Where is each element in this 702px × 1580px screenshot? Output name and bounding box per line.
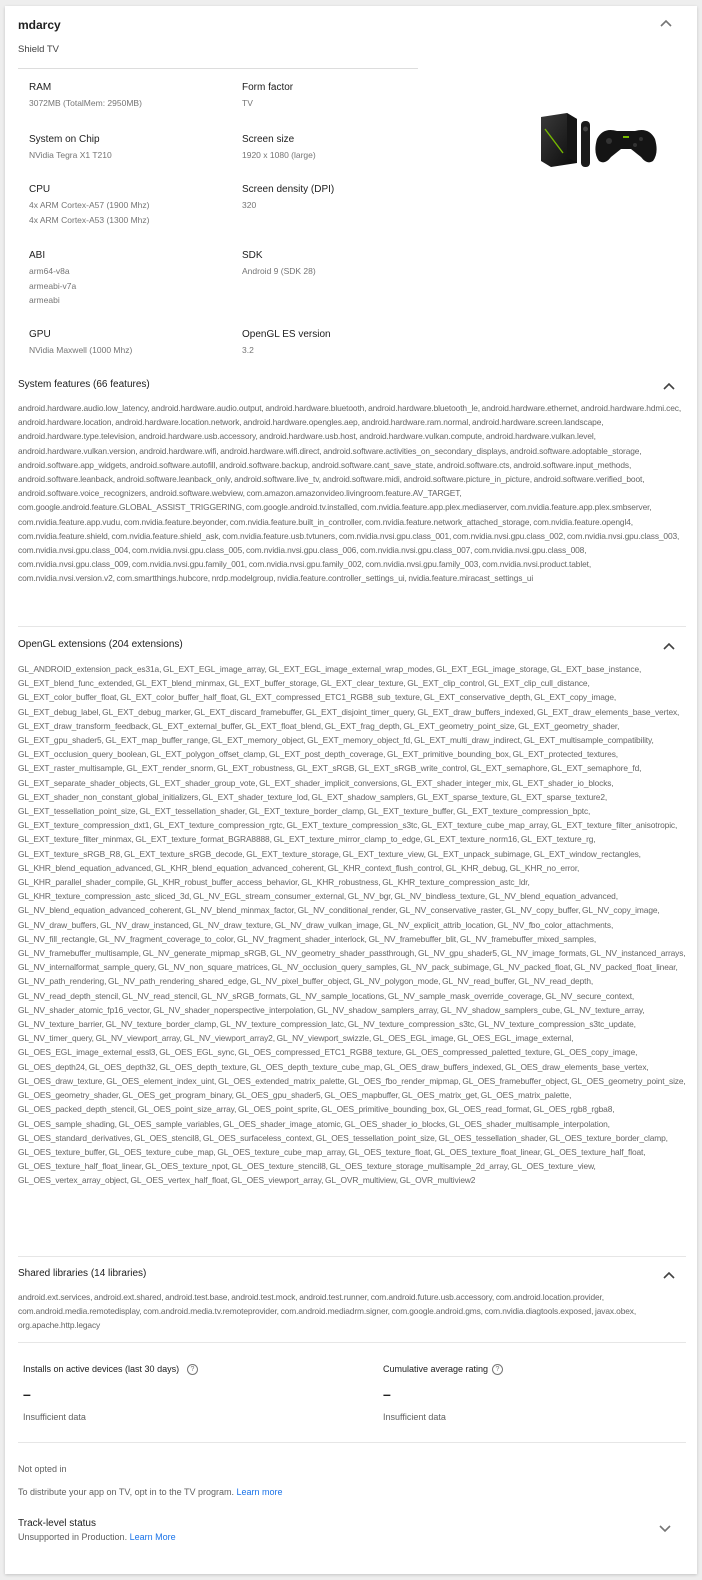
device-model: Shield TV	[18, 44, 60, 55]
cpu-value: 4x ARM Cortex-A57 (1900 Mhz) 4x ARM Cortex-A53 (1300 Mhz)	[29, 200, 150, 225]
optin-status: Not opted in	[18, 1464, 67, 1474]
gpu-label: GPU	[29, 329, 51, 340]
ram-value: 3072MB (TotalMem: 2950MB)	[29, 98, 142, 108]
device-detail-card	[5, 6, 697, 1574]
installs-value: –	[23, 1386, 31, 1402]
track-learn-more-link[interactable]: Learn More	[129, 1532, 176, 1542]
opengl-extensions-list: GL_ANDROID_extension_pack_es31a, GL_EXT_EGL_image_array, GL_EXT_EGL_image_external_wrap_modes, GL_EXT_EGL_image_storage, GL_EXT_base_instance, GL_EXT_blend_func_extended, GL_EXT_blend_minmax, GL_EXT_buffer_storage, GL_EXT_clear_texture, GL_EXT_clip_control, GL_EXT_clip_cull_distance, GL_EXT_color_buffer_float, GL_EXT_color_buffer_half_float, GL_EXT_compressed_ETC1_RGB8_sub_texture, GL_EXT_conservative_depth, GL_EXT_copy_image, GL_EXT_debug_label, GL_EXT_debug_marker, GL_EXT_discard_framebuffer, GL_EXT_disjoint_timer_query, GL_EXT_draw_buffers_indexed, GL_EXT_draw_elements_base_vertex, GL_EXT_draw_transform_feedback, GL_EXT_external_buffer, GL_EXT_float_blend, GL_EXT_frag_depth, GL_EXT_geometry_point_size, GL_EXT_geometry_shader, GL_EXT_gpu_shader5, GL_EXT_map_buffer_range, GL_EXT_memory_object, GL_EXT_memory_object_fd, GL_EXT_multi_draw_indirect, GL_EXT_multisample_compatibility, GL_EXT_occlusion_query_boolean, GL_EXT_polygon_offset_clamp, GL_EXT_post_depth_coverage, GL_EXT_primitive_bounding_box, GL_EXT_protected_textures, GL_EXT_raster_multisample, GL_EXT_render_snorm, GL_EXT_robustness, GL_EXT_sRGB, GL_EXT_sRGB_write_control, GL_EXT_semaphore, GL_EXT_semaphore_fd, GL_EXT_separate_shader_objects, GL_EXT_shader_group_vote, GL_EXT_shader_implicit_conversions, GL_EXT_shader_integer_mix, GL_EXT_shader_io_blocks, GL_EXT_shader_non_constant_global_initializers, GL_EXT_shader_texture_lod, GL_EXT_shadow_samplers, GL_EXT_sparse_texture, GL_EXT_sparse_texture2, GL_EXT_tessellation_point_size, GL_EXT_tessellation_shader, GL_EXT_texture_border_clamp, GL_EXT_texture_buffer, GL_EXT_texture_compression_bptc, GL_EXT_texture_compression_dxt1, GL_EXT_texture_compression_rgtc, GL_EXT_texture_compression_s3tc, GL_EXT_texture_cube_map_array, GL_EXT_texture_filter_anisotropic, GL_EXT_texture_filter_minmax, GL_EXT_texture_format_BGRA8888, GL_EXT_texture_mirror_clamp_to_edge, GL_EXT_texture_norm16, GL_EXT_texture_rg, GL_EXT_texture_sRGB_R8, GL_EXT_texture_sRGB_decode, GL_EXT_texture_storage, GL_EXT_texture_view, GL_EXT_unpack_subimage, GL_EXT_window_rectangles, GL_KHR_blend_equation_advanced, GL_KHR_blend_equation_advanced_coherent, GL_KHR_context_flush_control, GL_KHR_debug, GL_KHR_no_error, GL_KHR_parallel_shader_compile, GL_KHR_robust_buffer_access_behavior, GL_KHR_robustness, GL_KHR_texture_compression_astc_ldr, GL_KHR_texture_compression_astc_sliced_3d, GL_NV_EGL_stream_consumer_external, GL_NV_bgr, GL_NV_bindless_texture, GL_NV_blend_equation_advanced, GL_NV_blend_equation_advanced_coherent, GL_NV_blend_minmax_factor, GL_NV_conditional_render, GL_NV_conservative_raster, GL_NV_copy_buffer, GL_NV_copy_image, GL_NV_draw_buffers, GL_NV_draw_instanced, GL_NV_draw_texture, GL_NV_draw_vulkan_image, GL_NV_explicit_attrib_location, GL_NV_fbo_color_attachments, GL_NV_fill_rectangle, GL_NV_fragment_coverage_to_color, GL_NV_fragment_shader_interlock, GL_NV_framebuffer_blit, GL_NV_framebuffer_mixed_samples, GL_NV_framebuffer_multisample, GL_NV_generate_mipmap_sRGB, GL_NV_geometry_shader_passthrough, GL_NV_gpu_shader5, GL_NV_image_formats, GL_NV_instanced_arrays, GL_NV_internalformat_sample_query, GL_NV_non_square_matrices, GL_NV_occlusion_query_samples, GL_NV_pack_subimage, GL_NV_packed_float, GL_NV_packed_float_linear, GL_NV_path_rendering, GL_NV_path_rendering_shared_edge, GL_NV_pixel_buffer_object, GL_NV_polygon_mode, GL_NV_read_buffer, GL_NV_read_depth, GL_NV_read_depth_stencil, GL_NV_read_stencil, GL_NV_sRGB_formats, GL_NV_sample_locations, GL_NV_sample_mask_override_coverage, GL_NV_secure_context, GL_NV_shader_atomic_fp16_vector, GL_NV_shader_noperspective_interpolation, GL_NV_shadow_samplers_array, GL_NV_shadow_samplers_cube, GL_NV_texture_array, GL_NV_texture_barrier, GL_NV_texture_border_clamp, GL_NV_texture_compression_latc, GL_NV_texture_compression_s3tc, GL_NV_texture_compression_s3tc_update, GL_NV_timer_query, GL_NV_viewport_array, GL_NV_viewport_array2, GL_NV_viewport_swizzle, GL_OES_EGL_image, GL_OES_EGL_image_external, GL_OES_EGL_image_external_essl3, GL_OES_EGL_sync, GL_OES_compressed_ETC1_RGB8_texture, GL_OES_compressed_paletted_texture, GL_OES_copy_image, GL_OES_depth24, GL_OES_depth32, GL_OES_depth_texture, GL_OES_depth_texture_cube_map, GL_OES_draw_buffers_indexed, GL_OES_draw_elements_base_vertex, GL_OES_draw_texture, GL_OES_element_index_uint, GL_OES_extended_matrix_palette, GL_OES_fbo_render_mipmap, GL_OES_framebuffer_object, GL_OES_geometry_point_size, GL_OES_geometry_shader, GL_OES_get_program_binary, GL_OES_gpu_shader5, GL_OES_mapbuffer, GL_OES_matrix_get, GL_OES_matrix_palette, GL_OES_packed_depth_stencil, GL_OES_point_size_array, GL_OES_point_sprite, GL_OES_primitive_bounding_box, GL_OES_read_format, GL_OES_rgb8_rgba8, GL_OES_sample_shading, GL_OES_sample_variables, GL_OES_shader_image_atomic, GL_OES_shader_io_blocks, GL_OES_shader_multisample_interpolation, GL_OES_standard_derivatives, GL_OES_stencil8, GL_OES_surfaceless_context, GL_OES_tessellation_point_size, GL_OES_tessellation_shader, GL_OES_texture_border_clamp, GL_OES_texture_buffer, GL_OES_texture_cube_map, GL_OES_texture_cube_map_array, GL_OES_texture_float, GL_OES_texture_float_linear, GL_OES_texture_half_float, GL_OES_texture_half_float_linear, GL_OES_texture_npot, GL_OES_texture_stencil8, GL_OES_texture_storage_multisample_2d_array, GL_OES_texture_view, GL_OES_vertex_array_object, GL_OES_vertex_half_float, GL_OES_viewport_array, GL_OVR_multiview, GL_OVR_multiview2	[18, 664, 686, 1186]
screen-size-value: 1920 x 1080 (large)	[242, 150, 316, 160]
sdk-label: SDK	[242, 250, 263, 261]
form-factor-value: TV	[242, 98, 253, 108]
soc-value: NVidia Tegra X1 T210	[29, 150, 112, 160]
screen-density-label: Screen density (DPI)	[242, 184, 335, 195]
optin-message: To distribute your app on TV, opt in to the TV program.	[18, 1487, 234, 1497]
learn-more-link[interactable]: Learn more	[236, 1487, 283, 1497]
abi-value: arm64-v8a armeabi-v7a armeabi	[29, 266, 77, 305]
track-status-title: Track-level status	[18, 1518, 96, 1529]
form-factor-label: Form factor	[242, 82, 294, 93]
header-divider	[18, 68, 418, 69]
help-circle-icon[interactable]: ?	[187, 1364, 198, 1375]
system-features-list: android.hardware.audio.low_latency, android.hardware.audio.output, android.hardware.bluetooth, android.hardware.bluetooth_le, android.hardware.ethernet, android.hardware.hdmi.cec, android.hardware.location, android.hardware.location.network, android.hardware.opengles.aep, android.hardware.ram.normal, android.hardware.screen.landscape, android.hardware.type.television, android.hardware.usb.accessory, android.hardware.usb.host, android.hardware.vulkan.compute, android.hardware.vulkan.level, android.hardware.vulkan.version, android.hardware.wifi, android.hardware.wifi.direct, android.software.activities_on_secondary_displays, android.software.adoptable_storage, android.software.app_widgets, android.software.autofill, android.software.backup, android.software.cant_save_state, android.software.cts, android.software.input_methods, android.software.leanback, android.software.leanback_only, android.software.live_tv, android.software.midi, android.software.picture_in_picture, android.software.verified_boot, android.software.voice_recognizers, android.software.webview, com.amazon.amazonvideo.livingroom.feature.AV_TARGET, com.google.android.feature.GLOBAL_ASSIST_TRIGGERING, com.google.android.tv.installed, com.nvidia.feature.app.plex.mediaserver, com.nvidia.feature.app.plex.smbserver, com.nvidia.feature.app.vudu, com.nvidia.feature.beyonder, com.nvidia.feature.built_in_controller, com.nvidia.feature.network_attached_storage, com.nvidia.feature.opengl4, com.nvidia.feature.shield, com.nvidia.feature.shield_ask, com.nvidia.feature.usb.tvtuners, com.nvidia.nvsi.gpu.class_001, com.nvidia.nvsi.gpu.class_002, com.nvidia.nvsi.gpu.class_003, com.nvidia.nvsi.gpu.class_004, com.nvidia.nvsi.gpu.class_005, com.nvidia.nvsi.gpu.class_006, com.nvidia.nvsi.gpu.class_007, com.nvidia.nvsi.gpu.class_008, com.nvidia.nvsi.gpu.class_009, com.nvidia.nvsi.gpu.family_001, com.nvidia.nvsi.gpu.family_002, com.nvidia.nvsi.gpu.family_003, com.nvidia.nvsi.product.tablet, com.nvidia.nvsi.version.v2, com.smartthings.hubcore, nrdp.modelgroup, nvidia.feature.controller_settings_ui, nvidia.feature.miracast_settings_ui	[18, 403, 682, 584]
sdk-value: Android 9 (SDK 28)	[242, 266, 316, 276]
system-features-title: System features (66 features)	[18, 379, 150, 390]
section-divider	[18, 1342, 686, 1343]
rating-note: Insufficient data	[383, 1412, 446, 1422]
collapse-system-features-chevron-up-icon[interactable]	[661, 379, 677, 395]
section-divider	[18, 1442, 686, 1443]
opengl-version-value: 3.2	[242, 345, 254, 355]
collapse-opengl-extensions-chevron-up-icon[interactable]	[661, 639, 677, 655]
opengl-extensions-title: OpenGL extensions (204 extensions)	[18, 639, 183, 650]
rating-value: –	[383, 1386, 391, 1402]
soc-label: System on Chip	[29, 134, 100, 145]
abi-label: ABI	[29, 250, 46, 261]
section-divider	[18, 1256, 686, 1257]
ram-label: RAM	[29, 82, 52, 93]
collapse-shared-libraries-chevron-up-icon[interactable]	[661, 1268, 677, 1284]
rating-label: Cumulative average rating	[383, 1364, 489, 1374]
gpu-value: NVidia Maxwell (1000 Mhz)	[29, 345, 133, 355]
device-image	[537, 109, 659, 171]
shared-libraries-title: Shared libraries (14 libraries)	[18, 1268, 147, 1279]
optin-message-row	[18, 1487, 283, 1497]
collapse-device-chevron-up-icon[interactable]	[658, 16, 674, 32]
cpu-label: CPU	[29, 184, 51, 195]
opengl-version-label: OpenGL ES version	[242, 329, 331, 340]
screen-density-value: 320	[242, 200, 257, 210]
track-status-message: Unsupported in Production.	[18, 1532, 128, 1542]
installs-label: Installs on active devices (last 30 days)	[23, 1364, 180, 1374]
shared-libraries-list: android.ext.services, android.ext.shared, android.test.base, android.test.mock, android.test.runner, com.android.future.usb.accessory, com.android.location.provider, com.android.media.remotedisplay, com.android.media.tv.remoteprovider, com.android.mediadrm.signer, com.google.android.gms, com.nvidia.diagtools.exposed, javax.obex, org.apache.http.legacy	[18, 1292, 637, 1331]
screen-size-label: Screen size	[242, 134, 295, 145]
installs-note: Insufficient data	[23, 1412, 86, 1422]
expand-track-status-chevron-down-icon[interactable]	[657, 1520, 673, 1536]
device-name: mdarcy	[18, 18, 61, 32]
help-circle-icon[interactable]: ?	[492, 1364, 503, 1375]
section-divider	[18, 626, 686, 627]
track-status-row	[18, 1532, 176, 1542]
